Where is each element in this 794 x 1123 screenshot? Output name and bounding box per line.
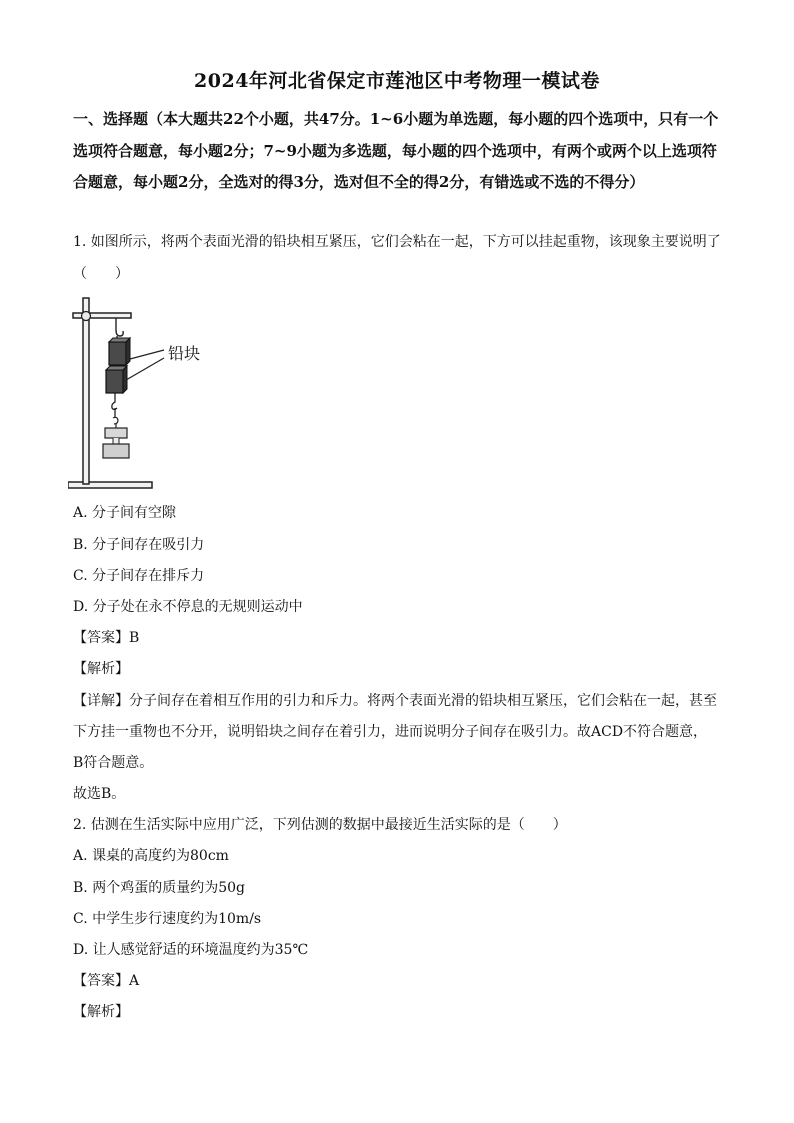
lead-block-apparatus-figure [68,292,218,497]
q1-option-b: B. 分子间存在吸引力 [73,537,205,553]
page-title: 2024年河北省保定市莲池区中考物理一模试卷 [194,70,600,92]
clamp-knob [82,312,91,321]
q1-detail-line3: B符合题意。 [73,755,154,771]
q1-detail-line2: 下方挂一重物也不分开，说明铅块之间存在着引力，进而说明分子间存在吸引力。故ACD不符合题意， [73,724,708,740]
label-leader-1 [130,350,164,359]
q2-analysis-label: 【解析】 [73,1004,129,1020]
upper-lead-block [109,342,126,365]
q1-detail-line1: 【详解】分子间存在着相互作用的引力和斥力。将两个表面光滑的铅块相互紧压，它们会粘在一起，甚至 [73,693,717,709]
q1-option-c: C. 分子间存在排斥力 [73,568,205,584]
q1-stem-line2: （ ） [73,266,129,282]
q1-conclusion: 故选B。 [73,786,126,802]
lower-hook [112,393,117,410]
weight-lower [103,444,129,458]
label-leader-2 [126,358,164,380]
q1-option-d: D. 分子处在永不停息的无规则运动中 [73,599,303,615]
q2-option-c: C. 中学生步行速度约为10m/s [73,911,262,927]
q1-analysis-label: 【解析】 [73,661,129,677]
q1-answer: 【答案】B [73,630,140,646]
upper-hook [116,318,123,336]
q2-option-d: D. 让人感觉舒适的环境温度约为35℃ [73,942,309,958]
section-heading: 一、选择题（本大题共22个小题，共47分。1~6小题为单选题，每小题的四个选项中，只有一个选项符合题意，每小题2分；7~9小题为多选题，每小题的四个选项中，有两个或两个以上选项符合题意，每小题2分，全选对的得3分，选对但不全的得2分，有错选或不选的不得分） [73,110,719,191]
q2-option-a: A. 课桌的高度约为80cm [73,848,229,864]
q1-option-a: A. 分子间有空隙 [73,505,177,521]
stand-pole [83,298,89,484]
q1-stem-line1: 1. 如图所示，将两个表面光滑的铅块相互紧压，它们会粘在一起，下方可以挂起重物，该现象主要说明了 [73,234,721,250]
q2-option-b: B. 两个鸡蛋的质量约为50g [73,880,245,896]
q2-stem: 2. 估测在生活实际中应用广泛，下列估测的数据中最接近生活实际的是（ ） [73,817,567,833]
figure-label: 铅块 [168,344,201,363]
q2-answer: 【答案】A [73,973,140,989]
lower-lead-block [106,370,123,393]
stand-base [68,482,152,488]
weight-upper [105,428,127,438]
